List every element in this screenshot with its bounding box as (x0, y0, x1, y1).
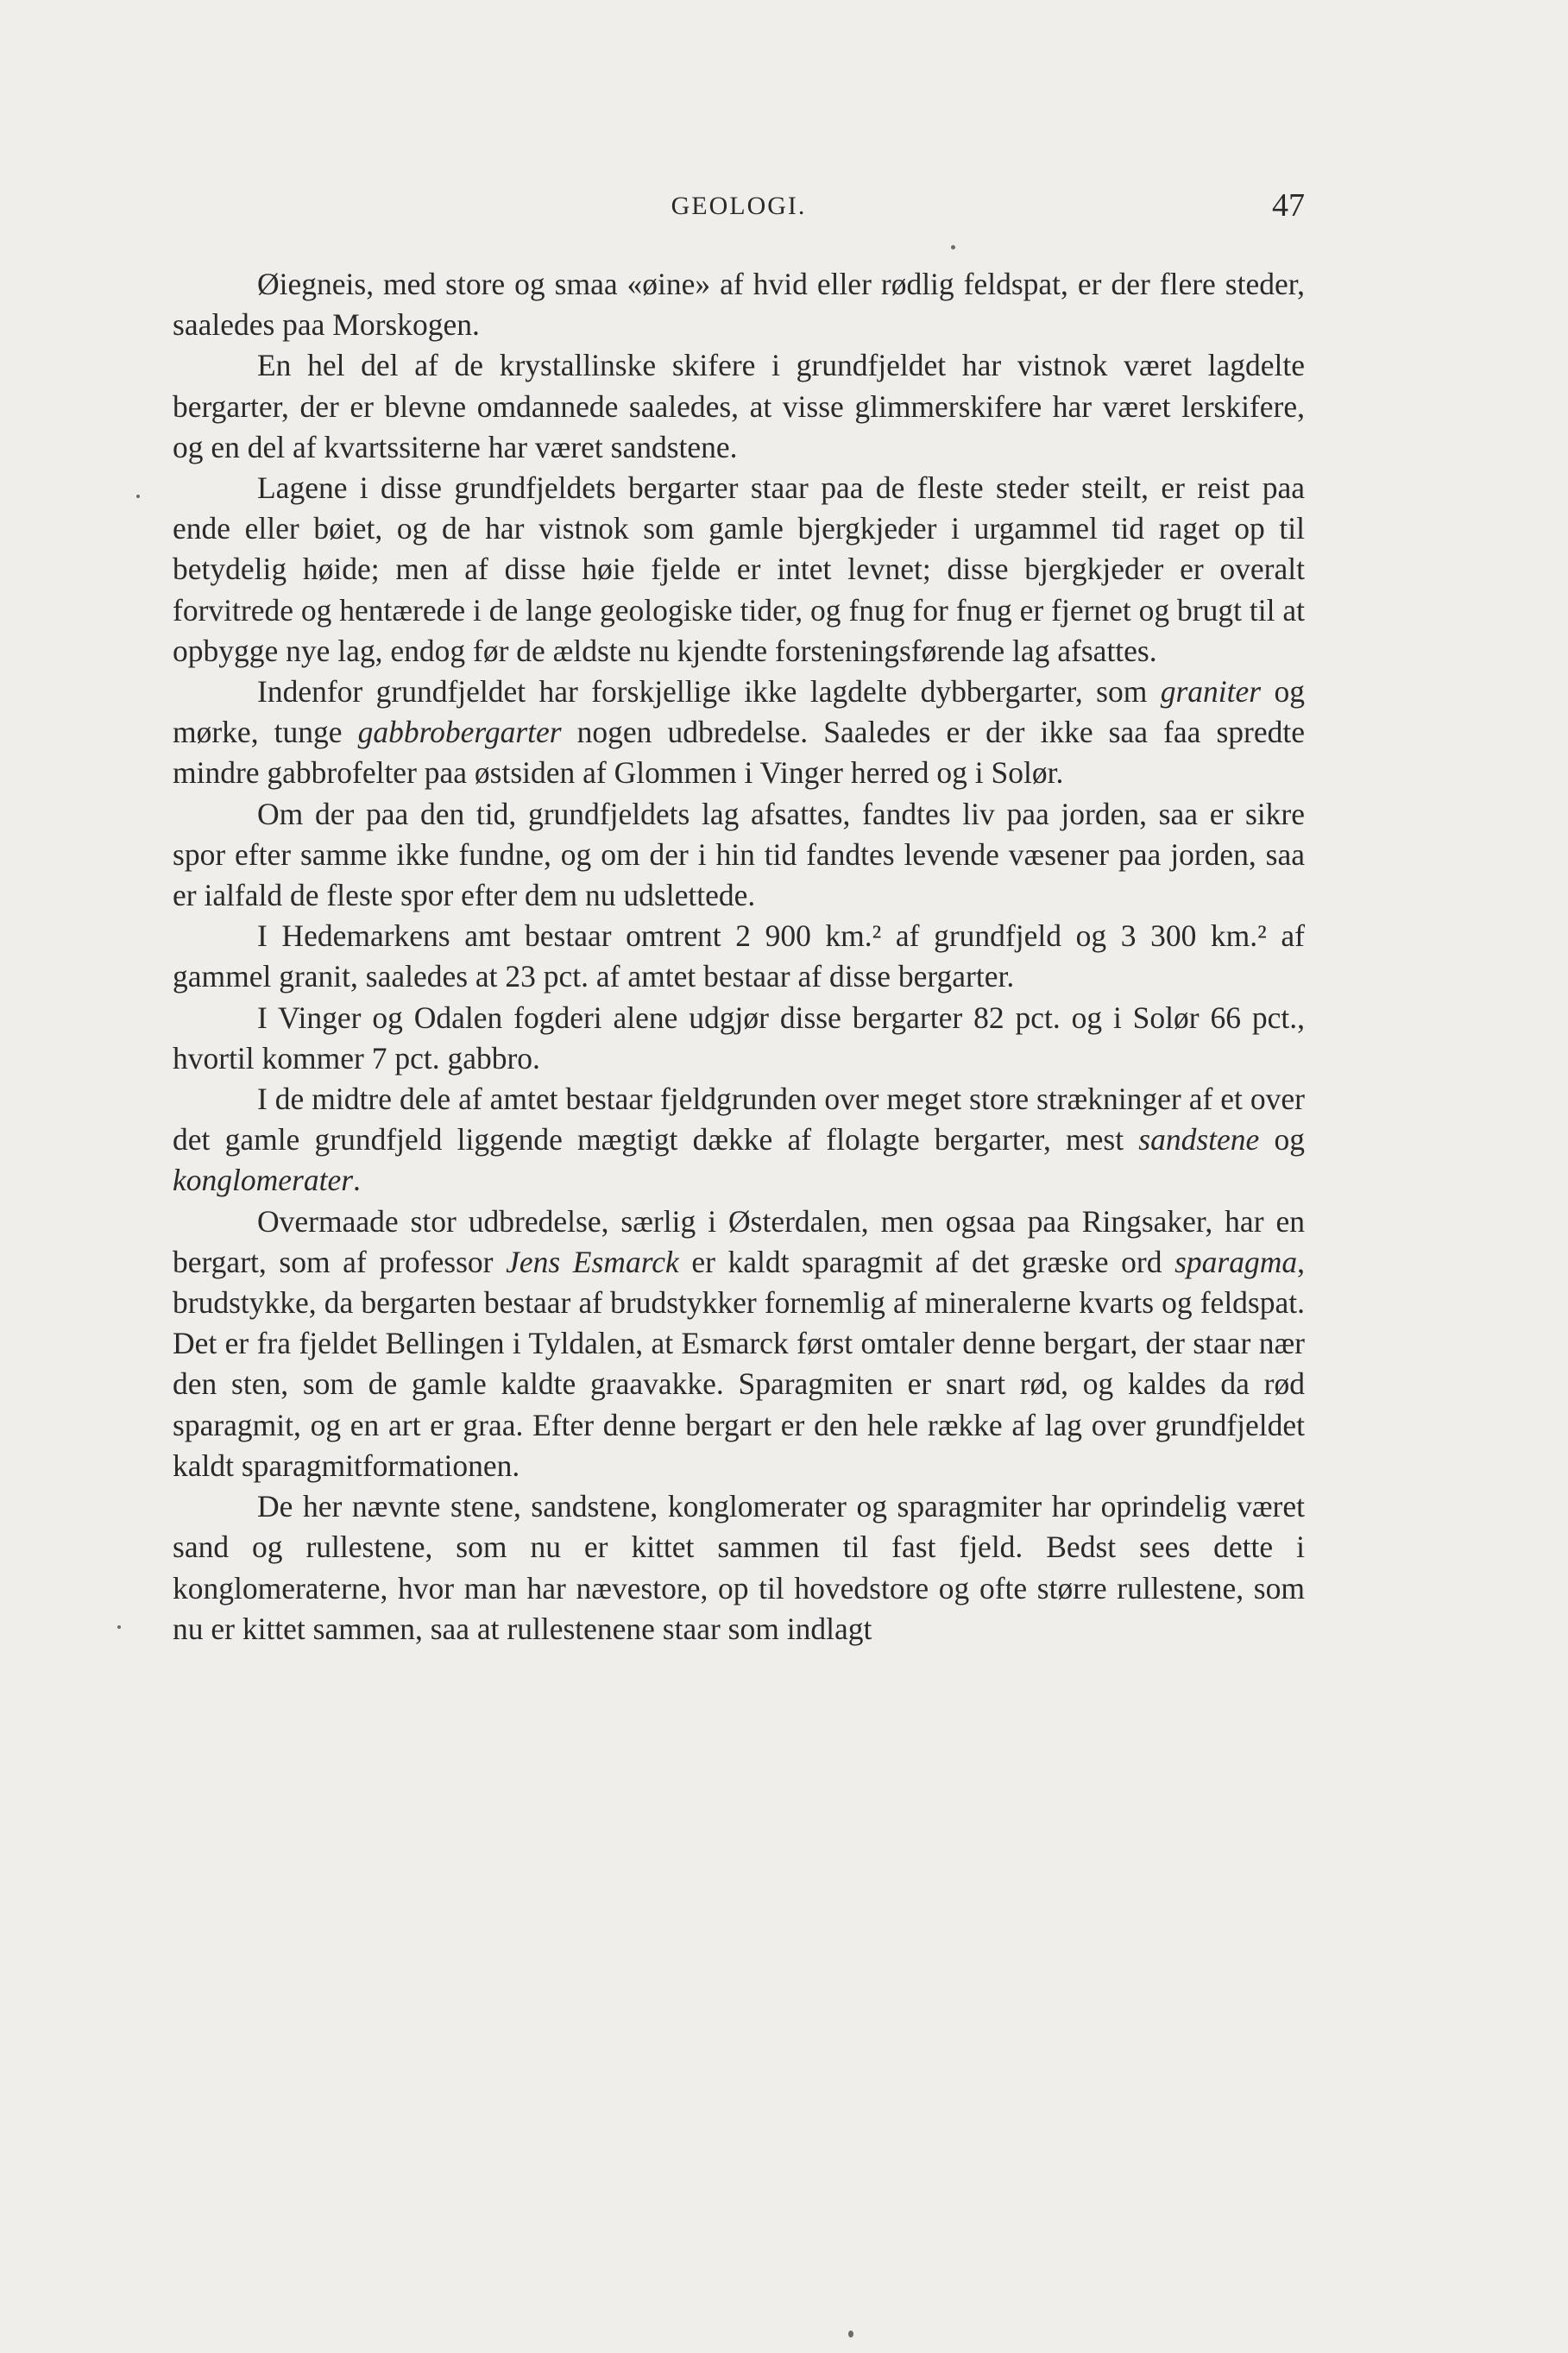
paragraph-p4 (173, 672, 1305, 794)
text-run: Øiegneis, med store og smaa «øine» af hvid eller rødlig feldspat, er der flere steder, saaledes paa Morskogen. (173, 267, 1305, 343)
text-run: Om der paa den tid, grundfjeldets lag afsattes, fandtes liv paa jorden, saa er sikre spor efter samme ikke fundne, og om der i hin tid fandtes levende væsener paa jorden, saa er ialfald de fleste spor efter dem nu udslettede. (173, 796, 1305, 913)
paragraph-p6 (173, 916, 1305, 997)
text-run: og (1259, 1122, 1305, 1158)
text-run: er kaldt sparagmit af det græske ord (678, 1244, 1175, 1279)
page-header (173, 187, 1305, 235)
text-run: Indenfor grundfjeldet har forskjellige ikke lagdelte dybbergarter, som (257, 674, 1161, 710)
italic-term: Jens Esmarck (506, 1244, 679, 1279)
paper-speck (136, 495, 140, 498)
paper-speck (117, 1625, 121, 1629)
text-run: og mørke, tunge (173, 674, 1305, 750)
paragraph-p3 (173, 468, 1305, 672)
italic-term: sandstene (1138, 1122, 1260, 1158)
text-run: De her nævnte stene, sandstene, konglomerater og sparagmiter har oprindelig været sand og rullestene, som nu er kittet sammen til fast fjeld. Bedst sees dette i konglomeraterne, hvor man har nævestore, op til hovedstore og ofte større rullestene, som nu er kittet sammen, saa at rullestenene staar som indlagt (173, 1489, 1305, 1646)
text-run: I de midtre dele af amtet bestaar fjeldgrunden over meget store strækninger af et over det gamle grundfjeld liggende mægtigt dække af flolagte bergarter, mest (173, 1082, 1305, 1158)
text-run: Lagene i disse grundfjeldets bergarter staar paa de fleste steder steilt, er reist paa ende eller bøiet, og de har vistnok som gamle bjergkjeder i urgammel tid raget op til betydelig høide; men af disse høie fjelde er intet levnet; disse bjergkjeder er overalt forvitrede og hentærede i de lange geologiske tider, og fnug for fnug er fjernet og brugt til at opbygge nye lag, endog før de ældste nu kjendte forsteningsførende lag afsattes. (173, 470, 1305, 668)
paragraph-p10 (173, 1486, 1305, 1650)
text-run: Overmaade stor udbredelse, særlig i Østerdalen, men ogsaa paa Ringsaker, har en bergart, som af professor (173, 1203, 1305, 1279)
body-text (173, 264, 1305, 1650)
text-run: En hel del af de krystallinske skifere i grundfjeldet har vistnok været lagdelte bergarter, der er blevne omdannede saaledes, at visse glimmerskifere har været lerskifere, og en del af kvartssiterne har været sandstene. (173, 348, 1305, 464)
paper-speck (951, 245, 955, 249)
italic-term: konglomerater (173, 1163, 354, 1198)
italic-term: sparagma (1174, 1244, 1298, 1279)
running-head: GEOLOGI. (671, 192, 807, 220)
page-number: 47 (1272, 187, 1305, 224)
text-run: I Vinger og Odalen fogderi alene udgjør disse bergarter 82 pct. og i Solør 66 pct., hvortil kommer 7 pct. gabbro. (173, 1000, 1305, 1076)
paragraph-p2 (173, 345, 1305, 468)
text-run: I Hedemarkens amt bestaar omtrent 2 900 km.² af grundfjeld og 3 300 km.² af gammel granit, saaledes at 23 pct. af amtet bestaar af disse bergarter. (173, 918, 1305, 994)
text-run: . (353, 1163, 361, 1198)
paragraph-p8 (173, 1079, 1305, 1202)
text-run: nogen udbredelse. Saaledes er der ikke saa faa spredte mindre gabbrofelter paa østsiden af Glommen i Vinger herred og i Solør. (173, 715, 1305, 791)
paragraph-p5 (173, 794, 1305, 917)
italic-term: gabbrobergarter (357, 715, 562, 750)
paper-speck (848, 2331, 853, 2337)
paragraph-p7 (173, 998, 1305, 1079)
paragraph-p9 (173, 1202, 1305, 1486)
paragraph-p1 (173, 264, 1305, 345)
italic-term: graniter (1160, 674, 1262, 710)
text-run: , brudstykke, da bergarten bestaar af brudstykker fornemlig af mineralerne kvarts og feldspat. Det er fra fjeldet Bellingen i Tyldalen, at Esmarck først omtaler denne bergart, der staar nær den sten, som de gamle kaldte graavakke. Sparagmiten er snart rød, og kaldes da rød sparagmit, og en art er graa. Efter denne bergart er den hele række af lag over grundfjeldet kaldt sparagmitformationen. (173, 1244, 1305, 1483)
